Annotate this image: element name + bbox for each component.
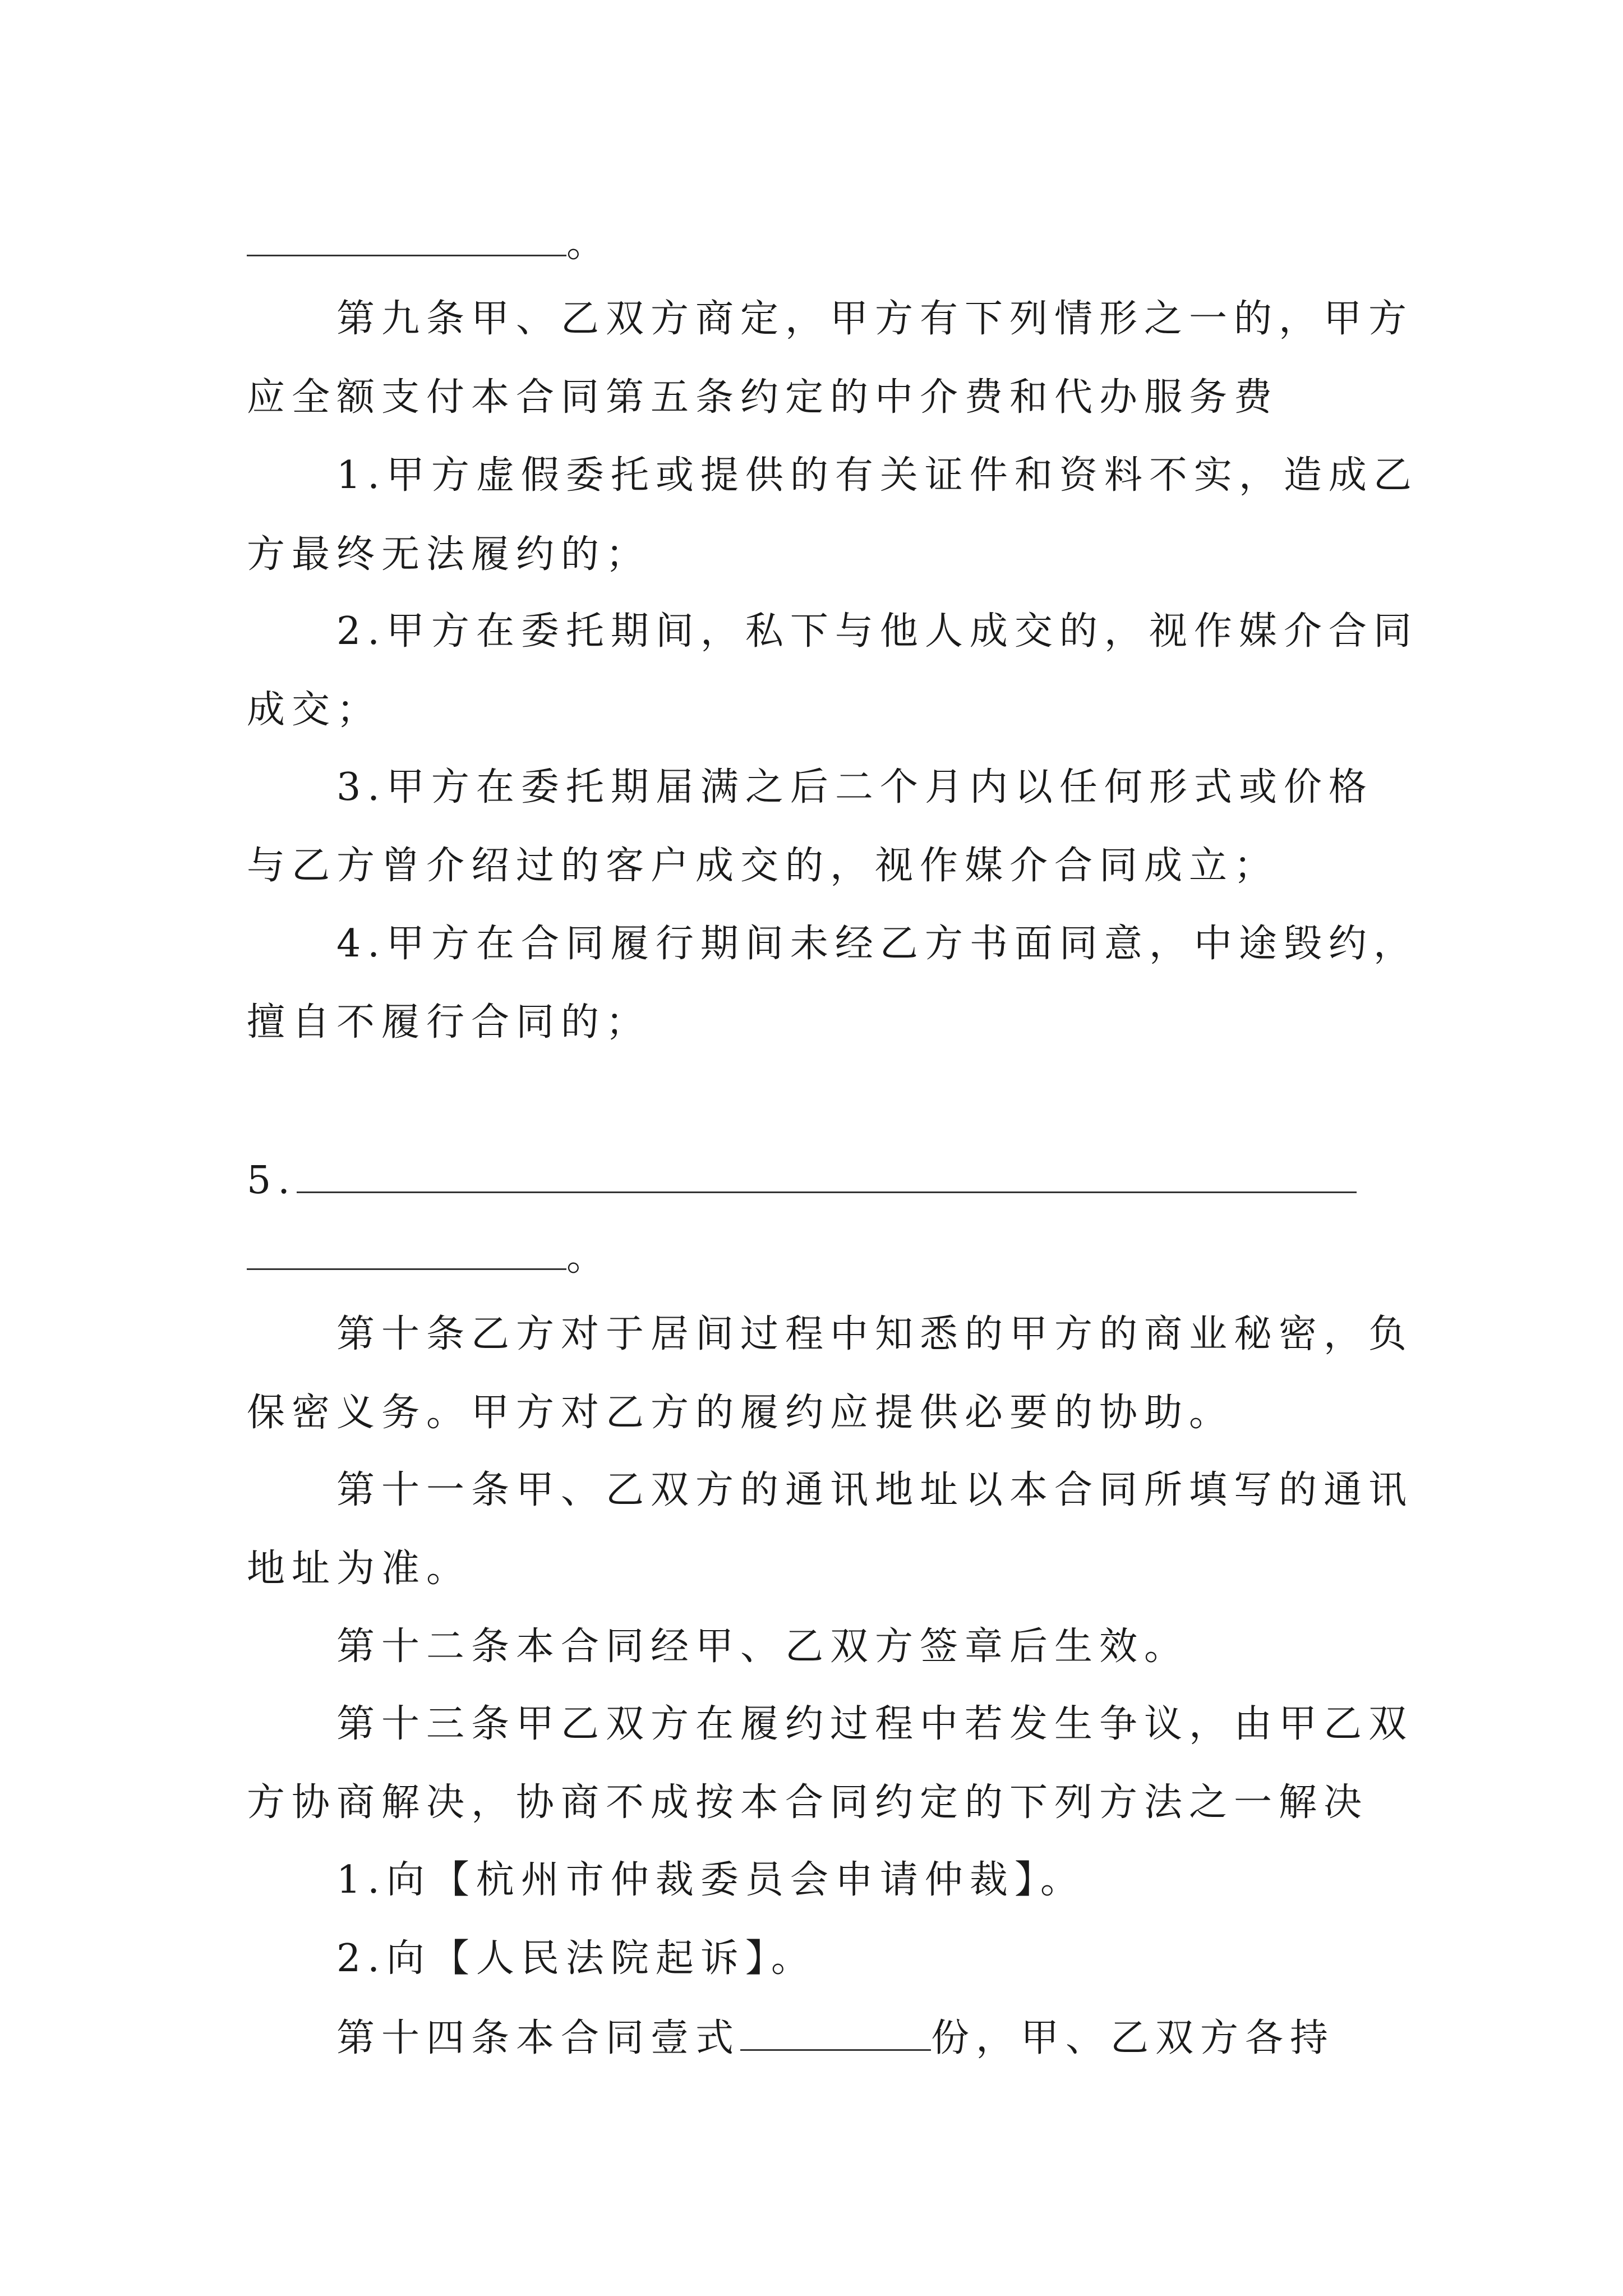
article-9-item-1-line-1: 1.甲方虚假委托或提供的有关证件和资料不实，造成乙 [336,453,1418,498]
article-9-line-2: 应全额支付本合同第五条约定的中介费和代办服务费 [247,375,1279,420]
article-14-line-1 [336,2018,1335,2058]
fill-in-blank [247,223,566,256]
article-9-item-4-line-1: 4.甲方在合同履行期间未经乙方书面同意，中途毁约， [336,922,1418,966]
article-9-item-5 [247,1158,1357,1203]
article-10-line-1: 第十条乙方对于居间过程中知悉的甲方的商业秘密，负 [336,1312,1414,1356]
article-9-item-1-line-2: 方最终无法履约的； [247,532,651,577]
article-13-option-1: 1.向【杭州市仲裁委员会申请仲裁】。 [336,1858,1085,1902]
article-11-line-2: 地址为准。 [247,1547,472,1591]
article-9-line-1: 第九条甲、乙双方商定，甲方有下列情形之一的，甲方 [336,297,1414,341]
fill-in-blank [247,1237,566,1270]
article-13-line-2: 方协商解决，协商不成按本合同约定的下列方法之一解决 [247,1780,1369,1825]
article-13-option-2: 2.向【人民法院起诉】。 [336,1936,816,1981]
article-13-line-1: 第十三条甲乙双方在履约过程中若发生争议，由甲乙双 [336,1702,1414,1746]
article-14-text-end: 份，甲、乙双方各持 [931,2016,1335,2060]
article-9-item-4-line-2: 擅自不履行合同的； [247,1000,651,1045]
period: 。 [566,222,612,266]
article-12: 第十二条本合同经甲、乙双方签章后生效。 [336,1625,1189,1669]
fill-in-blank [297,1160,1357,1193]
article-9-item-2-line-2: 成交； [247,688,382,732]
item-number: 5. [247,1158,297,1203]
article-10-line-2: 保密义务。甲方对乙方的履约应提供必要的协助。 [247,1391,1234,1435]
article-14-text-start: 第十四条本合同壹式 [336,2016,741,2060]
fill-in-blank [740,2018,931,2051]
item-5-continuation [247,1235,612,1280]
blank-line-continuation [247,222,612,266]
article-9-item-3-line-1: 3.甲方在委托期届满之后二个月内以任何形式或价格 [336,765,1373,809]
article-11-line-1: 第十一条甲、乙双方的通讯地址以本合同所填写的通讯 [336,1468,1414,1512]
article-9-item-2-line-1: 2.甲方在委托期间，私下与他人成交的，视作媒介合同 [336,609,1418,654]
article-9-item-3-line-2: 与乙方曾介绍过的客户成交的，视作媒介合同成立； [247,844,1279,888]
period: 。 [566,1235,612,1280]
